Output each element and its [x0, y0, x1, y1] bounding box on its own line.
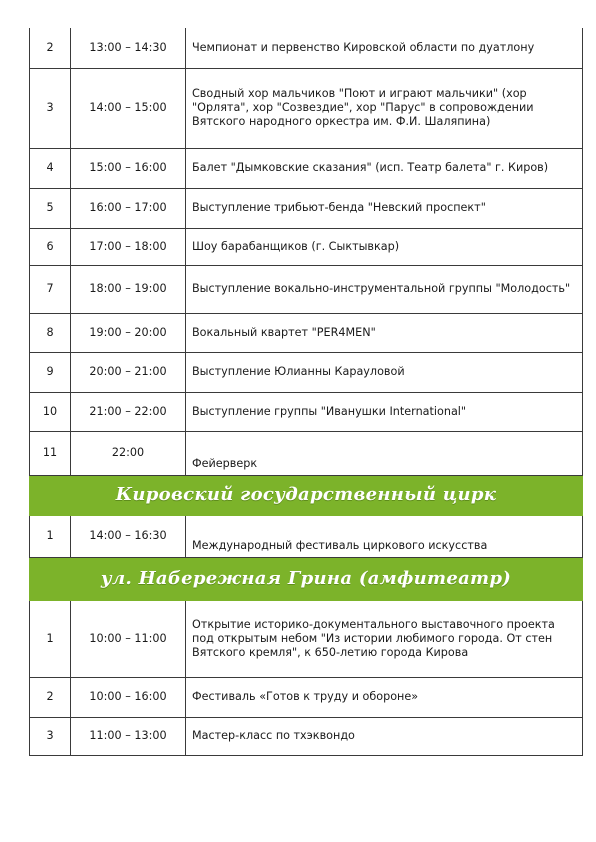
- section-header: [30, 475, 583, 515]
- table-row: [30, 228, 583, 265]
- row-event: Чемпионат и первенство Кировской области по дуатлону: [186, 28, 583, 68]
- row-number: 2: [30, 28, 71, 68]
- row-number: 3: [30, 68, 71, 148]
- table-row: [30, 148, 583, 188]
- row-event: Фейерверк: [186, 431, 583, 475]
- row-event: Балет "Дымковские сказания" (исп. Театр балета" г. Киров): [186, 148, 583, 188]
- row-time: 22:00: [71, 431, 186, 475]
- table-row: [30, 313, 583, 352]
- table-row: [30, 431, 583, 475]
- row-event: Выступление Юлианны Карауловой: [186, 352, 583, 392]
- row-event: Открытие историко-документального выставочного проекта под открытым небом "Из истории любимого города. От стен Вятского кремля", к 650-летию города Кирова: [186, 600, 583, 677]
- section-header: [30, 557, 583, 600]
- row-event: Выступление трибьют-бенда "Невский проспект": [186, 188, 583, 228]
- row-number: 6: [30, 228, 71, 265]
- row-time: 10:00 – 16:00: [71, 677, 186, 717]
- table-row: [30, 717, 583, 755]
- row-time: 11:00 – 13:00: [71, 717, 186, 755]
- row-time: 19:00 – 20:00: [71, 313, 186, 352]
- row-number: 2: [30, 677, 71, 717]
- row-number: 1: [30, 515, 71, 557]
- table-row: [30, 28, 583, 68]
- table-row: [30, 392, 583, 431]
- row-event: Международный фестиваль циркового искусства: [186, 515, 583, 557]
- row-event: Выступление вокально-инструментальной группы "Молодость": [186, 265, 583, 313]
- section-title: Кировский государственный цирк: [30, 475, 583, 515]
- schedule-sheet: [29, 28, 571, 756]
- row-time: 18:00 – 19:00: [71, 265, 186, 313]
- row-event: Мастер-класс по тхэквондо: [186, 717, 583, 755]
- schedule-table: [29, 28, 583, 756]
- section-title: ул. Набережная Грина (амфитеатр): [30, 557, 583, 600]
- table-row: [30, 677, 583, 717]
- row-event: Выступление группы "Иванушки International": [186, 392, 583, 431]
- row-time: 10:00 – 11:00: [71, 600, 186, 677]
- row-time: 14:00 – 15:00: [71, 68, 186, 148]
- row-number: 10: [30, 392, 71, 431]
- row-event: Сводный хор мальчиков "Поют и играют мальчики" (хор "Орлята", хор "Созвездие", хор "Парус" в сопровождении Вятского народного оркестра им. Ф.И. Шаляпина): [186, 68, 583, 148]
- row-time: 15:00 – 16:00: [71, 148, 186, 188]
- row-number: 7: [30, 265, 71, 313]
- row-event: Шоу барабанщиков (г. Сыктывкар): [186, 228, 583, 265]
- table-row: [30, 68, 583, 148]
- row-number: 4: [30, 148, 71, 188]
- row-number: 3: [30, 717, 71, 755]
- row-time: 16:00 – 17:00: [71, 188, 186, 228]
- table-row: [30, 352, 583, 392]
- table-row: [30, 188, 583, 228]
- row-number: 9: [30, 352, 71, 392]
- table-row: [30, 265, 583, 313]
- row-event: Фестиваль «Готов к труду и обороне»: [186, 677, 583, 717]
- row-event: Вокальный квартет "PER4MEN": [186, 313, 583, 352]
- row-number: 8: [30, 313, 71, 352]
- table-row: [30, 515, 583, 557]
- row-time: 20:00 – 21:00: [71, 352, 186, 392]
- row-time: 21:00 – 22:00: [71, 392, 186, 431]
- row-number: 1: [30, 600, 71, 677]
- row-time: 17:00 – 18:00: [71, 228, 186, 265]
- row-time: 14:00 – 16:30: [71, 515, 186, 557]
- table-row: [30, 600, 583, 677]
- row-number: 5: [30, 188, 71, 228]
- row-number: 11: [30, 431, 71, 475]
- row-time: 13:00 – 14:30: [71, 28, 186, 68]
